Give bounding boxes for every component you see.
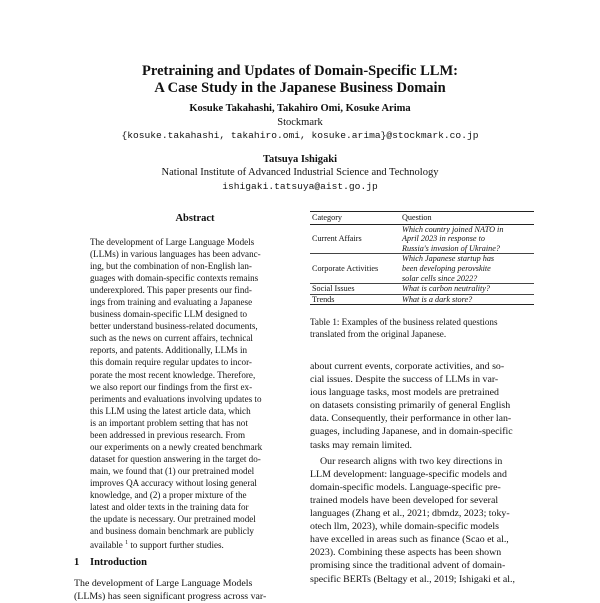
body-line: about current events, corporate activities, and so- (310, 361, 505, 372)
table-header-question: Question (400, 212, 534, 225)
table-header-row (310, 212, 534, 225)
abstract-line: and business domain benchmark are publicly (90, 526, 254, 537)
footnote-marker[interactable]: 1 (125, 540, 129, 547)
body-line: tasks may remain limited. (310, 439, 413, 451)
example-questions-table (310, 211, 534, 305)
question-line: Which Japanese startup has (402, 254, 495, 264)
author-names-2: Tatsuya Ishigaki (262, 153, 338, 165)
abstract-line: is an important problem setting that has not (90, 417, 248, 428)
abstract-last-line (90, 537, 302, 551)
author-names-1: Kosuke Takahashi, Takahiro Omi, Kosuke Arima (189, 103, 411, 114)
abstract-line: knowledge, and (2) a proper mixture of the (90, 489, 247, 500)
body-line: domain-specific models. Language-specific pre- (310, 481, 501, 493)
introduction-text (74, 577, 314, 603)
abstract-line: dataset for question answering in the target do- (90, 453, 261, 464)
body-line: 2023). Combining these aspects has been shown (310, 547, 502, 559)
intro-line: The development of Large Language Models (74, 578, 253, 589)
affiliation-1: Stockmark (277, 116, 323, 128)
body-line: trained models have been developed for several (310, 494, 499, 506)
title-line-2: A Case Study in the Japanese Business Domain (154, 80, 446, 96)
abstract-text: available (90, 540, 123, 551)
table-cell-category: Corporate Activities (310, 254, 400, 284)
question-line: Russia's invasion of Ukraine? (402, 243, 500, 253)
section-number: 1 (74, 557, 80, 568)
abstract-line: this LLM using the latest article data, which (90, 405, 251, 416)
table-header-category: Category (310, 212, 400, 225)
emails-1: {kosuke.takahashi, takahiro.omi, kosuke.arima}@stockmark.co.jp (121, 130, 479, 141)
table-caption (310, 316, 536, 340)
table-cell-question (400, 294, 534, 305)
abstract-line: underexplored. This paper presents our find- (90, 285, 252, 296)
body-line: Our research aligns with two key directions in (320, 455, 503, 467)
title-line-1: Pretraining and Updates of Domain-Specific LLM: (142, 63, 458, 79)
abstract-line: The development of Large Language Models (90, 237, 255, 247)
table-row (310, 224, 534, 254)
table-cell-category: Current Affairs (310, 224, 400, 254)
affiliation-2: National Institute of Advanced Industrial Science and Technology (161, 167, 439, 178)
body-line: on datasets consisting primarily of general English (310, 400, 511, 412)
abstract-line: such as the news on current affairs, technical (90, 333, 253, 344)
body-line: guages, including Japanese, and in domain-specific (310, 426, 513, 438)
intro-line: (LLMs) has seen significant progress across var- (74, 591, 267, 602)
abstract-line: (LLMs) in various languages has been advanc- (90, 249, 261, 260)
abstract-line: the update is necessary. Our pretrained model (90, 514, 256, 525)
abstract-line: better understand business-related documents, (90, 321, 258, 332)
caption-line: Table 1: Examples of the business related questions (310, 317, 498, 327)
abstract-line: latest and older texts in the training data for (90, 502, 249, 513)
question-line: Which country joined NATO in (402, 224, 504, 234)
section-heading-introduction (74, 557, 314, 568)
body-line: otech llm, 2023), while domain-specific models (310, 521, 499, 533)
abstract-line: reports, and patents. Additionally, LLMs in (90, 345, 248, 356)
abstract-line: main, we found that (1) our pretrained model (90, 465, 255, 476)
question-line: April 2023 in response to (402, 234, 485, 244)
table-row (310, 294, 534, 305)
abstract-text: to support further studies. (128, 540, 224, 551)
table-row (310, 254, 534, 284)
caption-line: translated from the original Japanese. (310, 329, 447, 339)
section-title: Introduction (90, 557, 147, 568)
abstract-line: improves QA accuracy without losing general (90, 477, 257, 488)
abstract-body (90, 236, 302, 551)
question-line: What is carbon neutrality? (402, 284, 491, 294)
table-cell-question (400, 224, 534, 254)
body-line: have excelled in areas such as finance (Scao et al., (310, 534, 509, 546)
question-line: been developing perovskite (402, 263, 491, 273)
body-line: languages (Zhang et al., 2021; dbmdz, 2023; toky- (310, 508, 510, 520)
abstract-line: ings from training and evaluating a Japanese (90, 297, 253, 308)
abstract-line: been addressed in previous research. From (90, 429, 246, 440)
question-line: solar cells since 2022? (402, 273, 478, 283)
body-line: ious language tasks, most models are pretrained (310, 387, 499, 399)
abstract-line: periments and evaluations involving updates to (90, 393, 262, 404)
abstract-heading: Abstract (175, 213, 215, 224)
abstract-line: our experiments on a newly created benchmark (90, 441, 263, 452)
abstract-line: guages with domain-specific contexts remains (90, 273, 259, 284)
table-cell-category: Trends (310, 294, 400, 305)
abstract-line: ing, but the combination of non-English lan- (90, 261, 252, 272)
email-2: ishigaki.tatsuya@aist.go.jp (222, 180, 378, 192)
abstract-line: this domain require regular updates to incor- (90, 357, 252, 368)
body-line: specific BERTs (Beltagy et al., 2019; Ishigaki et al., (310, 573, 515, 585)
right-column-text (310, 360, 536, 586)
question-line: What is a dark store? (402, 294, 473, 304)
table-cell-question (400, 284, 534, 295)
paper-title (0, 63, 600, 97)
abstract-line: porate the most recent knowledge. Therefore, (90, 369, 256, 380)
body-line: data. Consequently, their performance in other lan- (310, 413, 512, 425)
author-block (0, 102, 600, 193)
body-line: LLM development: language-specific models and (310, 468, 507, 480)
abstract-line: business domain-specific LLM designed to (90, 309, 248, 320)
table-cell-category: Social Issues (310, 284, 400, 295)
body-line: cial issues. Despite the success of LLMs in var- (310, 374, 499, 386)
table-cell-question (400, 254, 534, 284)
table-row (310, 284, 534, 295)
body-line: promising since the traditional advent of domain- (310, 560, 506, 572)
abstract-line: we also report our findings from the first ex- (90, 381, 253, 392)
